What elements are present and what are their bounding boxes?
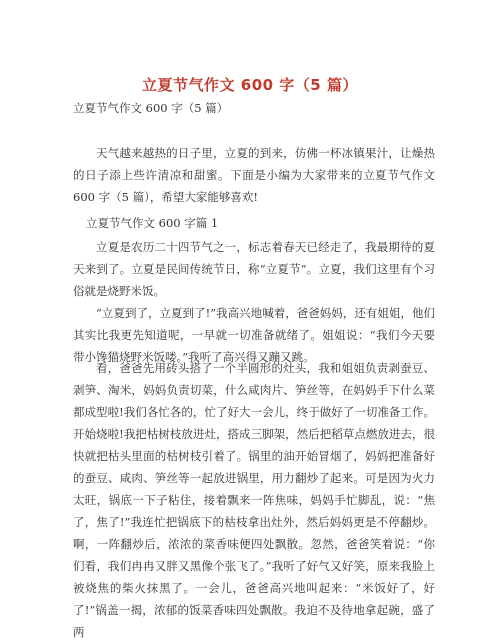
body-paragraph-2: “立夏到了，立夏到了!”我高兴地喊着，爸爸妈妈，还有姐姐，他们其实比我更先知道呢，一早就一切准备就绪了。姐姐说：“我们今天要带小馋猫烧野米饭喽。”我听了高兴得又蹦又跳。 — [73, 306, 435, 364]
body-paragraph-1: 立夏是农历二十四节气之一，标志着春天已经走了，我最期待的夏天来到了。立夏是民间传统节日，称“立夏节”。立夏，我们这里有个习俗就是烧野米饭。 — [73, 240, 435, 298]
intro-paragraph: 天气越来越热的日子里，立夏的到来，仿佛一杯冰镇果汁，让燥热的日子添上些许清凉和甜蜜。下面是小编为大家带来的立夏节气作文 600 字（5 篇），希望大家能够喜欢! — [73, 146, 435, 204]
document-subtitle: 立夏节气作文 600 字（5 篇） — [73, 101, 229, 115]
section-heading: 立夏节气作文 600 字篇 1 — [86, 216, 219, 230]
document-title: 立夏节气作文 600 字（5 篇） — [142, 76, 358, 94]
body-paragraph-3: 看，爸爸先用砖头搭了一个半圆形的灶头，我和姐姐负责剥蚕豆、剥笋、淘米，妈妈负责切菜，什么咸肉片、笋丝等，在妈妈手下什么菜都成型啦!我们各忙各的，忙了好大一会儿，终于做好了一切准备工作。开始烧啦!我把枯树枝放进灶，搭成三脚架，然后把稻草点燃放进去，很快就把枯头里面的枯树枝引着了。锅里的油开始冒烟了，妈妈把准备好的蚕豆、咸肉、笋丝等一起放进锅里，用力翻炒了起来。可是因为火力太旺，锅底一下子粘住，接着飘来一阵焦味，妈妈手忙脚乱，说：“焦了，焦了!”我连忙把锅底下的枯枝拿出灶外，然后妈妈更是不停翻炒。啊，一阵翻炒后，浓浓的菜香味便四处飘散。忽然，爸爸笑着说：“你们看，我们冉冉又胖又黑像个张飞了。”我听了好气又好笑，原来我脸上被烧焦的柴火抹黑了。一会儿，爸爸高兴地叫起来：“米饭好了，好了!”锅盖一揭，浓郁的饭菜香味四处飘散。我迫不及待地拿起碗，盛了两 — [73, 361, 435, 639]
